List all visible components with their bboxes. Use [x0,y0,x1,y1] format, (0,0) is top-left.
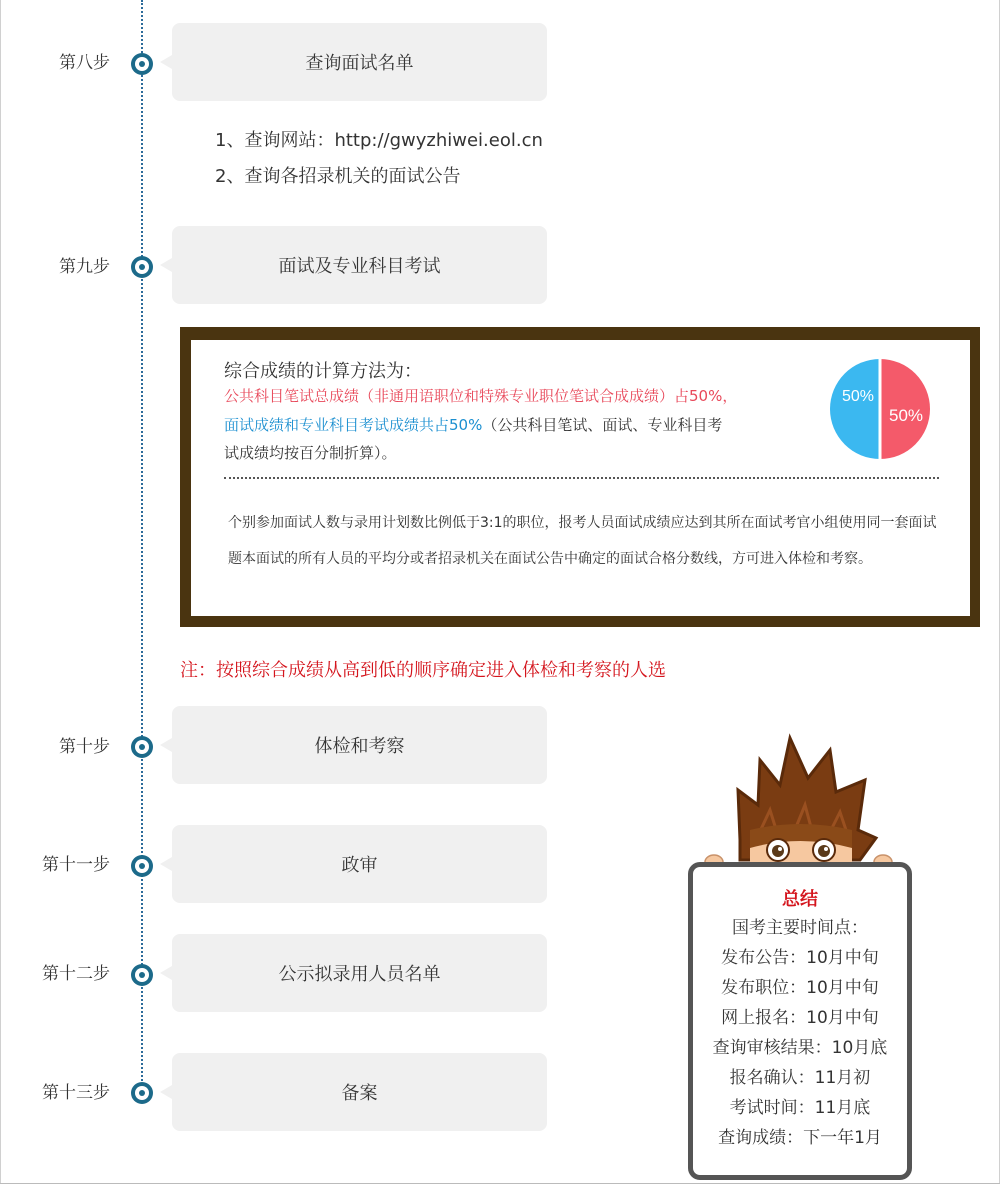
score-calculation-panel [180,327,980,627]
pie-slice-interview [830,359,880,459]
info-line: 2、查询各招录机关的面试公告 [215,166,461,187]
summary-board [688,862,912,1180]
step-box: 政审 [172,825,547,903]
summary-title: 总结 [782,889,818,910]
interview-score-rule-note: （公共科目笔试、面试、专业科目考 [482,416,723,434]
interview-score-rule [224,415,722,435]
ranking-note: 注：按照综合成绩从高到低的顺序确定进入体检和考察的人选 [180,660,666,681]
timeline-item: 查询成绩：下一年1月 [718,1128,882,1148]
step-label: 第十步 [59,737,110,757]
timeline-item: 网上报名：10月中旬 [721,1008,879,1028]
timeline-node-icon [131,256,153,278]
pie-label-interview: 50% [841,388,875,405]
timeline-item: 查询审核结果：10月底 [712,1038,888,1058]
timeline-node-icon [131,964,153,986]
step-label: 第十三步 [42,1083,110,1103]
dotted-divider [224,477,939,479]
step-label: 第九步 [59,257,110,277]
timeline-line [141,0,143,1100]
step-box: 查询面试名单 [172,23,547,101]
timeline-node-icon [131,1082,153,1104]
interview-score-rule-cont: 试成绩均按百分制折算）。 [224,444,397,462]
calculation-content [191,340,970,616]
qualification-paragraph: 个别参加面试人数与录用计划数比例低于3:1的职位，报考人员面试成绩应达到其所在面试考官小组使用同一套面试题本面试的所有人员的平均分或者招录机关在面试公告中确定的面试合格分数线，方可进入体检和考察。 [228,515,937,567]
step-box: 体检和考察 [172,706,547,784]
step-box: 面试及专业科目考试 [172,226,547,304]
page-edge-left [0,0,1,1184]
step-label: 第十一步 [42,855,110,875]
timeline-node-icon [131,53,153,75]
timeline-node-icon [131,855,153,877]
interview-score-rule-highlight: 面试成绩和专业科目考试成绩共占50% [224,416,483,434]
timeline-item: 发布公告：10月中旬 [721,948,879,968]
timeline-item: 发布职位：10月中旬 [721,978,879,998]
timeline-item: 报名确认：11月初 [729,1068,871,1088]
pie-label-written: 50% [888,406,924,425]
written-score-rule: 公共科目笔试总成绩（非通用语职位和特殊专业职位笔试合成成绩）占50%， [224,387,738,405]
info-line: 1、查询网站：http://gwyzhiwei.eol.cn [215,130,543,151]
timeline-node-icon [131,736,153,758]
step-label: 第十二步 [42,964,110,984]
step-box: 备案 [172,1053,547,1131]
summary-subtitle: 国考主要时间点： [732,918,868,938]
step-label: 第八步 [59,53,110,73]
timeline-item: 考试时间：11月底 [729,1098,871,1118]
step-box: 公示拟录用人员名单 [172,934,547,1012]
calculation-title: 综合成绩的计算方法为： [224,361,422,382]
score-ratio-pie-chart [828,357,932,461]
